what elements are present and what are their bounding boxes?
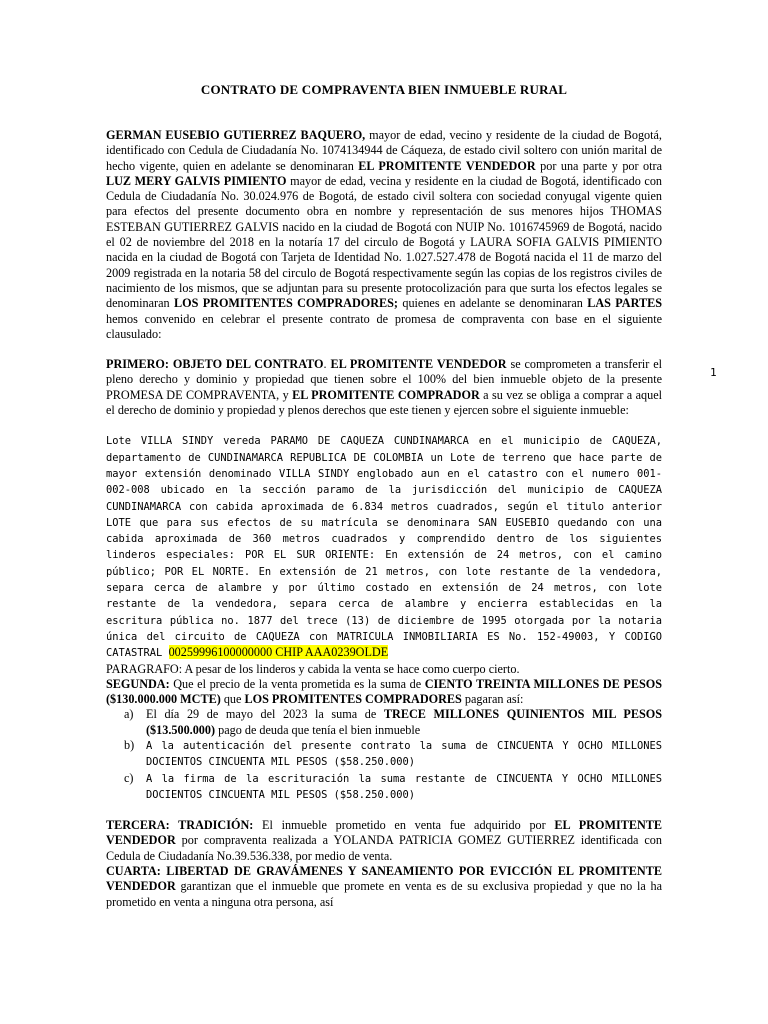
property-description: Lote VILLA SINDY vereda PARAMO DE CAQUEZA CUNDINAMARCA en el municipio de CAQUEZA, departamento de CUNDINAMARCA REPUBLICA DE COLOMBIA un Lote de terreno que hace parte de mayor extensión denominado VILLA SINDY englobado aun en el catastro con el numero 001-002-008 ubicado en la sección paramo de la jurisdicción del municipio de CAQUEZA CUNDINAMARCA con cabida aproximada de 6.834 metros cuadrados, según el titulo anterior LOTE que para sus efectos de su matrícula se denominara SAN EUSEBIO quedando con una cabida aproximada de 360 metros cuadrados y comprendido dentro de los siguientes linderos especiales: POR EL SUR ORIENTE: En extensión de 24 metros, con el camino público; POR EL NORTE. En extensión de 21 metros, con lote restante de la vendedora, separa cerca de alambre y por último costado en extensión de 24 metros, con lote restante de la vendedora, separa cerca de alambre y encierra establecidas en la escritura pública no. 1877 del trece (13) de diciembre de 1995 otorgada por la notaria única del circuito de CAQUEZA con MATRICULA INMOBILIARIA ES No. 152-49003, Y CODIGO CATASTRAL 00259996100000000 CHIP AAA0239OLDE	[106, 435, 662, 660]
clause-tercera: TERCERA: TRADICIÓN: El inmueble prometido en venta fue adquirido por EL PROMITENTE VENDEDOR por compraventa realizada a YOLANDA PATRICIA GOMEZ GUTIERREZ identificada con Cedula de Ciudadanía No.39.536.338, por medio de venta.	[106, 818, 663, 863]
clause-primero: PRIMERO: OBJETO DEL CONTRATO. EL PROMITENTE VENDEDOR se comprometen a transferir el pleno derecho y dominio y propiedad que tienen sobre el 100% del bien inmueble objeto de la presente PROMESA DE COMPRAVENTA, y EL PROMITENTE COMPRADOR a su vez se obliga a comprar a aquel el derecho de dominio y propiedad y plenos derechos que este tienen y ejercen sobre el siguiente inmueble:	[106, 357, 663, 418]
clause-cuarta: CUARTA: LIBERTAD DE GRAVÁMENES Y SANEAMIENTO POR EVICCIÓN EL PROMITENTE VENDEDOR garantizan que el inmueble que promete en venta es de su exclusiva propiedad y que no la ha prometido en venta a ninguna otra persona, así	[106, 864, 662, 909]
buyer-name: LUZ MERY GALVIS PIMIENTO	[106, 173, 287, 188]
payment-item: b) A la autenticación del presente contrato la suma de CINCUENTA Y OCHO MILLONES DOCIENTOS CINCUENTA MIL PESOS ($58.250.000)	[124, 737, 662, 769]
seller-name: GERMAN EUSEBIO GUTIERREZ BAQUERO,	[106, 128, 366, 142]
clause-tercera-heading: TERCERA: TRADICIÓN:	[106, 818, 254, 833]
payment-item: a) El día 29 de mayo del 2023 la suma de TRECE MILLONES QUINIENTOS MIL PESOS ($13.500.000) pago de deuda que tenía el bien inmueble	[124, 707, 662, 737]
clause-cuarta-heading: CUARTA: LIBERTAD DE GRAVÁMENES Y SANEAMIENTO POR EVICCIÓN EL PROMITENTE VENDEDOR	[106, 864, 662, 894]
clause-segunda: SEGUNDA: Que el precio de la venta prometida es la suma de CIENTO TREINTA MILLONES DE PESOS ($130.000.000 MCTE) que LOS PROMITENTES COMPRADORES pagaran así:	[106, 676, 662, 707]
payment-list	[106, 707, 662, 803]
contract-page	[106, 82, 662, 910]
intro-paragraph: GERMAN EUSEBIO GUTIERREZ BAQUERO, mayor de edad, vecino y residente de la ciudad de Bogotá, identificado con Cedula de Ciudadanía No. 1074134944 de Cáqueza, de estado civil soltero con unión marital de hecho vigente, quien en adelante se denominaran EL PROMITENTE VENDEDOR por una parte y por otra LUZ MERY GALVIS PIMIENTO mayor de edad, vecina y residente en la ciudad de Bogotá, identificado con Cedula de Ciudadanía No. 30.024.976 de Bogotá, de estado civil soltera con sociedad conyugal vigente quien para efectos del presente documento obra en nombre y representación de sus menores hijos THOMAS ESTEBAN GUTIERREZ GALVIS nacido en la ciudad de Bogotá con NUIP No. 1016745969 de Bogotá, nacido el 02 de noviembre del 2018 en la notaría 17 del circulo de Bogotá y LAURA SOFIA GALVIS PIMIENTO nacida en la ciudad de Bogotá con Tarjeta de Identidad No. 1.027.527.478 de Bogotá nacida el 11 de marzo del 2009 registrada en la notaria 58 del circulo de Bogotá respectivamente según las copias de los registros civiles de nacimiento de los mismos, que se adjuntan para su presente protocolización para que surta los efectos legales se denominaran LOS PROMITENTES COMPRADORES; quienes en adelante se denominaran LAS PARTES hemos convenido en celebrar el presente contrato de promesa de compraventa con base en el siguiente clausulado:	[106, 128, 663, 341]
catastral-code-highlight: 00259996100000000 CHIP AAA0239OLDE	[168, 645, 389, 660]
payment-item: c) A la firma de la escrituración la suma restante de CINCUENTA Y OCHO MILLONES DOCIENTOS CINCUENTA MIL PESOS ($58.250.000)	[124, 770, 662, 801]
clause-primero-heading: PRIMERO: OBJETO DEL CONTRATO	[106, 357, 324, 372]
page-number: 1	[710, 366, 717, 379]
paragrafo: PARAGRAFO: A pesar de los linderos y cabida la venta se hace como cuerpo cierto.	[106, 661, 520, 676]
seller-term: EL PROMITENTE VENDEDOR	[358, 158, 536, 173]
total-price: CIENTO TREINTA MILLONES DE PESOS ($130.000.000 MCTE)	[106, 676, 662, 707]
document-title: CONTRATO DE COMPRAVENTA BIEN INMUEBLE RURAL	[200, 82, 568, 97]
buyers-term: LOS PROMITENTES COMPRADORES;	[173, 296, 398, 311]
clause-segunda-heading: SEGUNDA:	[106, 676, 170, 691]
parties-term: LAS PARTES	[587, 296, 662, 311]
